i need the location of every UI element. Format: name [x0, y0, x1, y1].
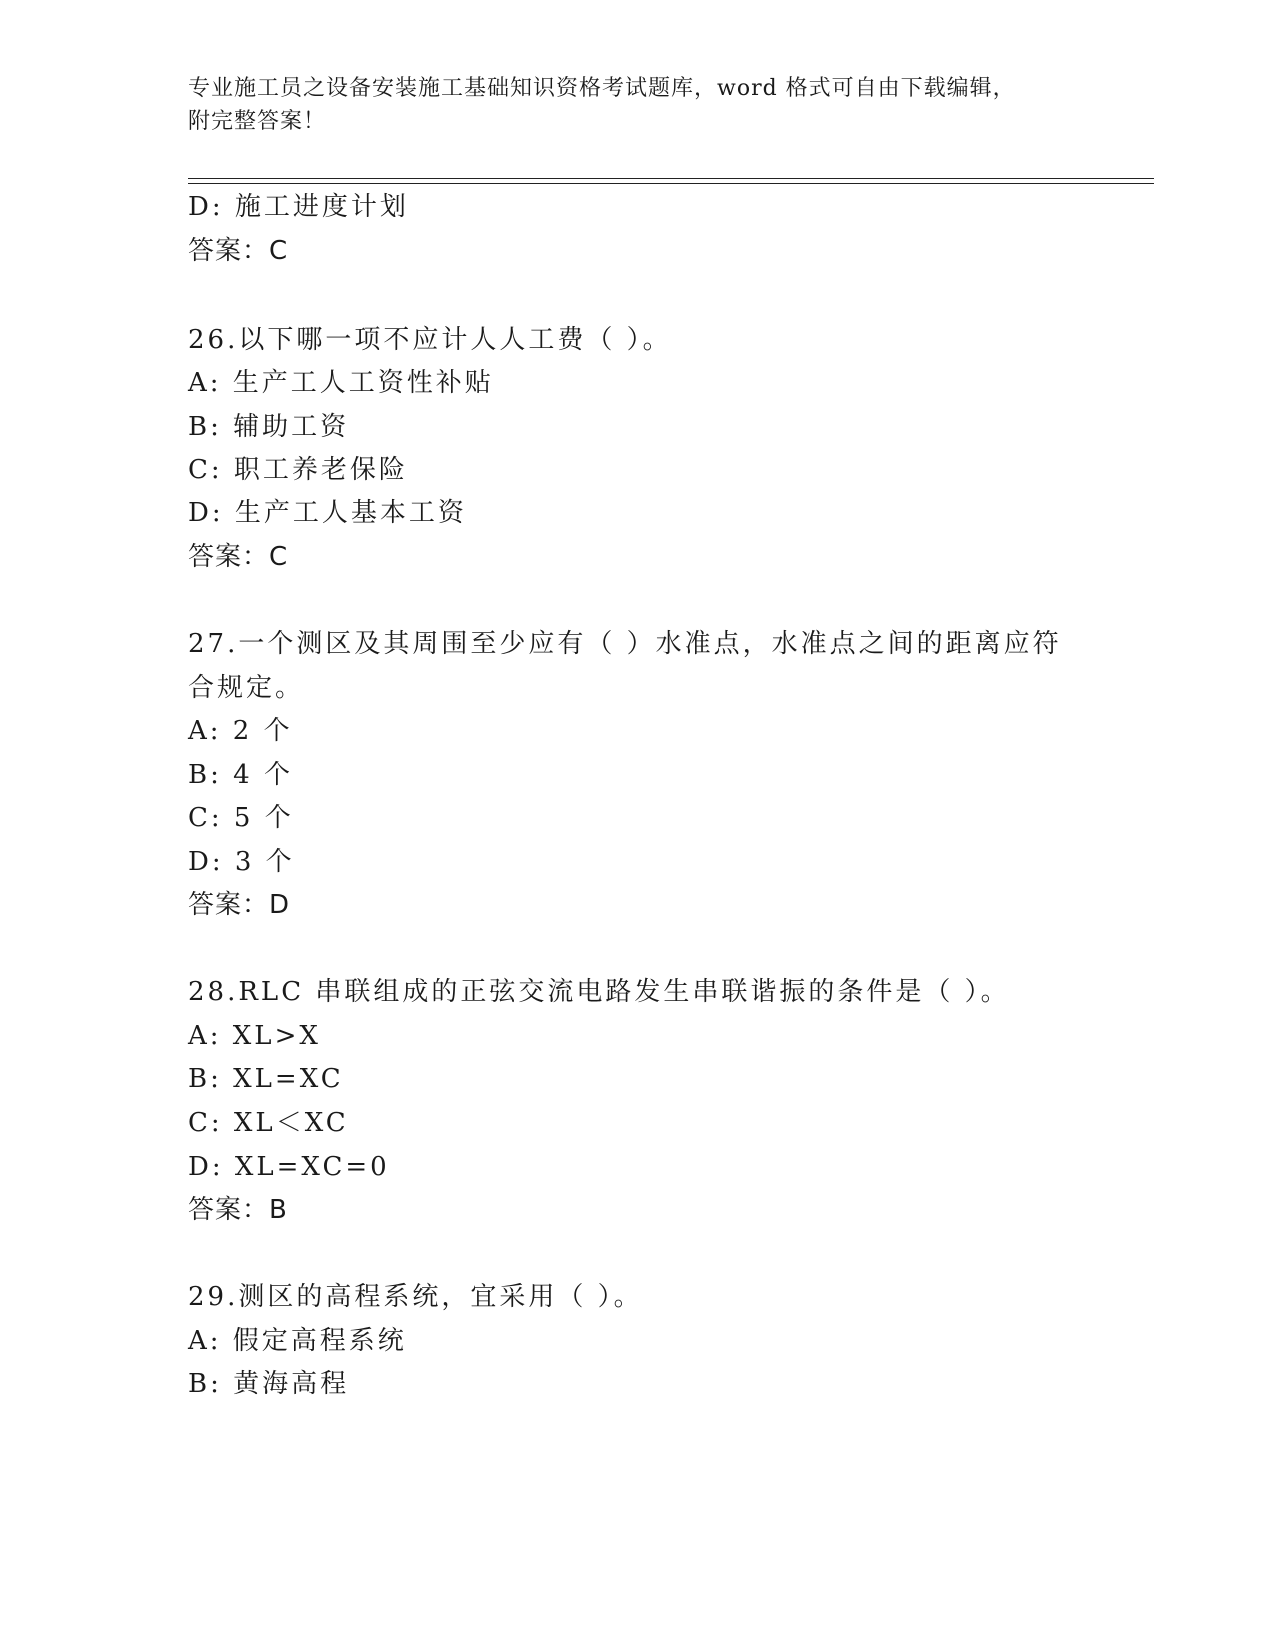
q26-answer: 答案：C — [188, 542, 289, 572]
q26-option-c: C: 职工养老保险 — [188, 455, 408, 485]
header-divider-top — [188, 178, 1154, 179]
q26-option-b: B: 辅助工资 — [188, 412, 350, 442]
q26-stem: 26.以下哪一项不应计人人工费（ ）。 — [188, 325, 672, 355]
q29-option-a: A: 假定高程系统 — [188, 1326, 407, 1356]
q26-option-d: D: 生产工人基本工资 — [188, 498, 467, 528]
q27-stem-line-2: 合规定。 — [188, 673, 305, 703]
prev-option-d: D: 施工进度计划 — [188, 192, 409, 222]
q27-option-c: C: 5 个 — [188, 803, 294, 833]
q28-option-d: D: XL=XC=0 — [188, 1152, 390, 1182]
q27-option-b: B: 4 个 — [188, 760, 293, 790]
header-divider-bottom — [188, 183, 1154, 184]
prev-answer: 答案：C — [188, 236, 289, 266]
q27-answer: 答案：D — [188, 890, 291, 920]
q28-stem: 28.RLC 串联组成的正弦交流电路发生串联谐振的条件是（ ）。 — [188, 977, 1010, 1007]
document-header — [188, 72, 1068, 138]
q27-stem-line-1: 27.一个测区及其周围至少应有（ ）水准点，水准点之间的距离应符 — [188, 629, 1062, 659]
header-line-1: 专业施工员之设备安装施工基础知识资格考试题库，word 格式可自由下载编辑， — [188, 76, 1016, 101]
q28-option-c: C: XL＜XC — [188, 1108, 349, 1138]
q26-option-a: A: 生产工人工资性补贴 — [188, 368, 494, 398]
q28-option-a: A: XL>X — [188, 1021, 321, 1051]
q27-option-d: D: 3 个 — [188, 847, 295, 877]
q29-stem: 29.测区的高程系统，宜采用（ ）。 — [188, 1282, 643, 1312]
q29-option-b: B: 黄海高程 — [188, 1369, 350, 1399]
q27-option-a: A: 2 个 — [188, 716, 293, 746]
q28-answer: 答案：B — [188, 1195, 288, 1225]
q28-option-b: B: XL=XC — [188, 1064, 344, 1094]
header-line-2: 附完整答案！ — [188, 109, 327, 134]
